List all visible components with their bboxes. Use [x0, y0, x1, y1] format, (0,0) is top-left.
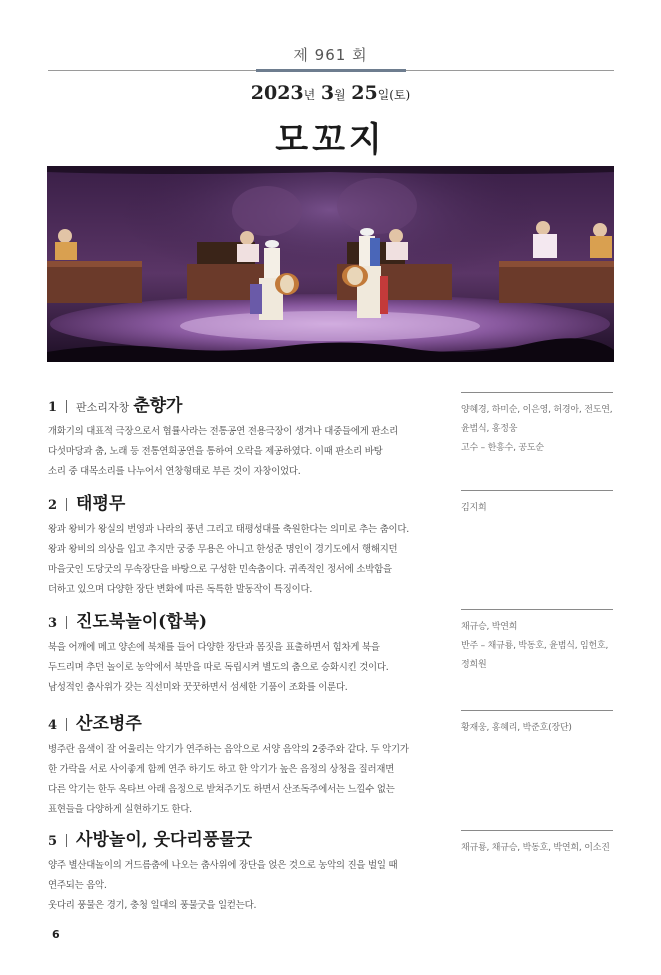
item-number: 4: [48, 718, 58, 733]
cast-list: [461, 401, 613, 458]
stage-performance-photo: [47, 166, 614, 362]
description-line: 병주란 음색이 잘 어울리는 악기가 연주하는 음악으로 서양 음악의 2중주와 같다. 두 악기가: [48, 744, 409, 755]
item-description: [48, 740, 426, 820]
cast-line: 정희원: [461, 660, 487, 670]
cast-list: [461, 499, 613, 518]
description-line: 더하고 있으며 다양한 장단 변화에 따른 독특한 발동작이 특징이다.: [48, 584, 313, 595]
date-weekday: (토): [389, 88, 411, 102]
cast-line: 윤범식, 홍정웅: [461, 424, 518, 434]
item-title: 사방놀이, 웃다리풍물굿: [76, 830, 253, 850]
cast-divider: [461, 490, 613, 491]
description-line: 두드리며 추던 놀이로 농악에서 북만을 따로 독립시켜 별도의 춤으로 승화시킨 것이다.: [48, 662, 389, 673]
performance-date: [0, 82, 661, 104]
item-divider: [66, 616, 67, 629]
item-description: [48, 520, 426, 600]
description-line: 소리 중 대목소리를 나누어서 연창형태로 부른 것이 자창이었다.: [48, 466, 301, 477]
description-line: 양주 별산대놀이의 거드름춤에 나오는 춤사위에 장단을 얹은 것으로 농악의 진을 벌일 때: [48, 860, 398, 871]
item-number: 2: [48, 498, 58, 513]
date-day: 25: [351, 82, 378, 104]
date-year-unit: 년: [303, 88, 316, 102]
item-description: [48, 856, 426, 916]
cast-line: 반주 – 채규룡, 박동호, 윤범식, 임헌호,: [461, 641, 609, 651]
description-line: 다섯마당과 춤, 노래 등 전통연희공연을 통하여 오락을 제공하였다. 이때 판소리 바탕: [48, 446, 383, 457]
item-description: [48, 638, 426, 698]
issue-number: 제 961 회: [293, 46, 368, 64]
cast-divider: [461, 710, 613, 711]
program-item-header: [48, 489, 426, 514]
cast-line: 양혜경, 하미순, 이은영, 허경아, 전도연,: [461, 405, 613, 415]
program-item-header: [48, 607, 426, 632]
item-title: 진도북놀이(합북): [76, 612, 208, 632]
program-item-header: [48, 391, 426, 416]
item-title: 산조병주: [76, 714, 142, 734]
date-month: 3: [320, 82, 335, 104]
cast-line: 고수 – 한흥수, 공도순: [461, 443, 544, 453]
cast-line: 채규룡, 채규승, 박동호, 박연희, 이소진: [461, 843, 610, 853]
program-item-header: [48, 709, 426, 734]
item-number: 5: [48, 834, 58, 849]
description-line: 개화기의 대표적 극장으로서 협률사라는 전통공연 전용극장이 생겨나 대중들에게 판소리: [48, 426, 398, 437]
program-item-3: [48, 607, 426, 698]
description-line: 왕과 왕비의 의상을 입고 추지만 궁중 무용은 아니고 한성준 명인이 경기도에서 행해지던: [48, 544, 398, 555]
item-number: 1: [48, 400, 58, 415]
item-subtitle: 판소리자창: [76, 401, 130, 414]
description-line: 남성적인 춤사위가 갖는 직선미와 꿋꿋하면서 섬세한 기품이 조화를 이룬다.: [48, 682, 348, 693]
cast-list: [461, 618, 613, 675]
description-line: 다른 악기는 한두 옥타브 아래 음정으로 받쳐주기도 하면서 산조독주에서는 느낄수 없는: [48, 784, 395, 795]
header-divider-accent: [256, 69, 406, 72]
item-divider: [66, 400, 67, 413]
date-day-unit: 일: [377, 88, 390, 102]
program-item-2: [48, 489, 426, 600]
description-line: 표현들을 다양하게 실현하기도 한다.: [48, 804, 192, 815]
item-number: 3: [48, 616, 58, 631]
cast-divider: [461, 392, 613, 393]
program-title: 모꼬지: [275, 120, 386, 160]
date-year: 2023: [250, 82, 304, 104]
cast-line: 채규승, 박연희: [461, 622, 518, 632]
description-line: 왕과 왕비가 왕실의 번영과 나라의 풍년 그리고 태평성대를 축원한다는 의미로 추는 춤이다.: [48, 524, 410, 535]
program-item-4: [48, 709, 426, 820]
item-title: 태평무: [76, 494, 126, 514]
item-2-cast: [461, 490, 613, 518]
cast-list: [461, 719, 613, 738]
cast-divider: [461, 609, 613, 610]
program-item-1: [48, 391, 426, 482]
program-item-5: [48, 825, 426, 916]
cast-line: 황재웅, 홍혜리, 박준호(장단): [461, 723, 572, 733]
page-number: 6: [52, 928, 60, 941]
description-line: 마을굿인 도당굿의 무속장단을 바탕으로 구성한 민속춤이다. 귀족적인 정서에 소박함을: [48, 564, 392, 575]
cast-line: 김지희: [461, 503, 487, 513]
item-title: 춘향가: [133, 396, 183, 416]
item-description: [48, 422, 426, 482]
description-line: 웃다리 풍물은 경기, 충청 일대의 풍물굿을 일컫는다.: [48, 900, 257, 911]
item-3-cast: [461, 609, 613, 675]
description-line: 북을 어깨에 메고 양손에 북채를 들어 다양한 장단과 몸짓을 표출하면서 힘차게 북을: [48, 642, 380, 653]
description-line: 연주되는 음악.: [48, 880, 107, 891]
cast-list: [461, 839, 613, 858]
description-line: 한 가락을 서로 사이좋게 함께 연주 하기도 하고 한 악기가 높은 음정의 상청을 질러재면: [48, 764, 395, 775]
item-divider: [66, 834, 67, 847]
item-4-cast: [461, 710, 613, 738]
item-1-cast: [461, 392, 613, 458]
date-month-unit: 월: [334, 88, 346, 102]
item-divider: [66, 498, 67, 511]
program-item-header: [48, 825, 426, 850]
cast-divider: [461, 830, 613, 831]
item-5-cast: [461, 830, 613, 858]
item-divider: [66, 718, 67, 731]
